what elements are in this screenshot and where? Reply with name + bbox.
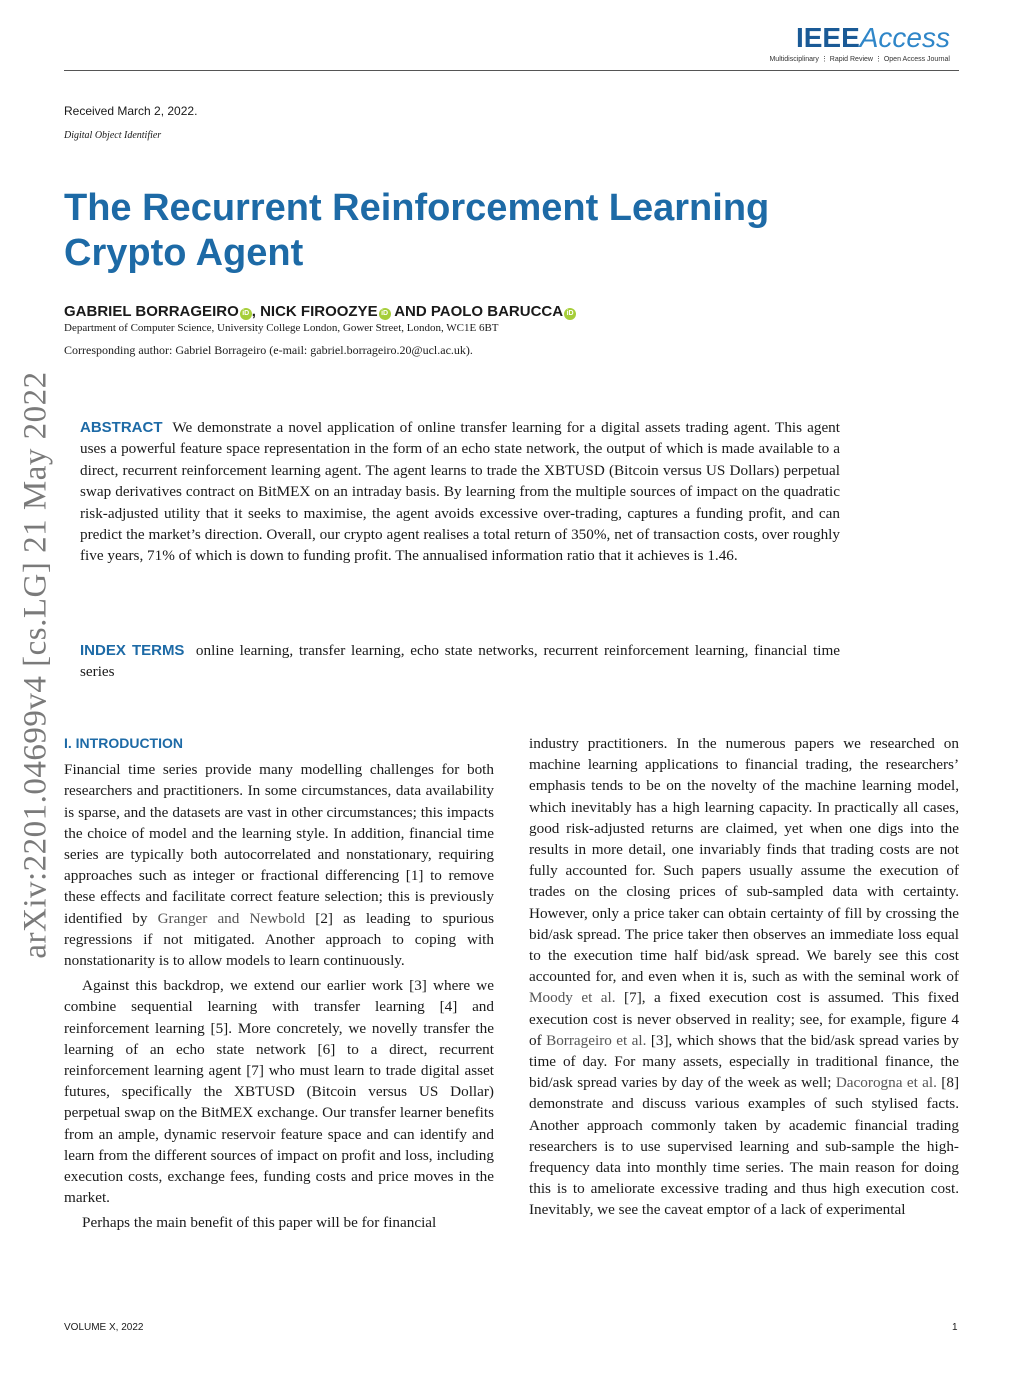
logo-tagline: Multidisciplinary ⋮ Rapid Review ⋮ Open Access Journal	[769, 56, 950, 63]
journal-logo	[769, 22, 950, 63]
column-right	[529, 733, 959, 1221]
index-terms-text: online learning, transfer learning, echo state networks, recurrent reinforcement learning, financial time series	[80, 642, 841, 681]
arxiv-stamp	[16, 345, 56, 985]
author-name: , NICK FIROOZYE	[251, 303, 378, 320]
orcid-icon[interactable]: iD	[564, 308, 576, 320]
page-number: 1	[952, 1322, 958, 1333]
paragraph	[64, 759, 494, 971]
citation-link[interactable]: Borrageiro et al.	[546, 1031, 647, 1049]
orcid-icon[interactable]: iD	[240, 308, 252, 320]
paragraph-text: [2] as leading to spurious regressions if not mitigated. Another approach to coping with nonstationarity is to allow models to learn continuously.	[64, 909, 494, 970]
doi-label: Digital Object Identifier	[64, 130, 162, 141]
index-terms	[80, 640, 840, 683]
corresponding-author: Corresponding author: Gabriel Borrageiro (e-mail: gabriel.borrageiro.20@ucl.ac.uk).	[64, 343, 473, 357]
paragraph-text: [8] demonstrate and discuss various examples of such stylised facts. Another approach commonly taken by academic financial trading researchers is to use supervised learning and sub-sample the high-frequency data into monthly time series. The main reason for doing this is to ameliorate excessive trading and thus high execution cost. Inevitably, we see the caveat emptor of a lack of experimental	[529, 1074, 959, 1219]
citation-link[interactable]: Dacorogna et al.	[835, 1074, 937, 1092]
abstract	[80, 417, 840, 567]
paragraph	[529, 733, 959, 1221]
affiliation: Department of Computer Science, University College London, Gower Street, London, WC1E 6BT	[64, 322, 499, 334]
paragraph: Against this backdrop, we extend our earlier work [3] where we combine sequential learning with transfer learning [4] and reinforcement learning [5]. More concretely, we novelly transfer the learning of an echo state network [6] to a direct, recurrent reinforcement learning agent [7] who must learn to trade digital asset futures, specifically the XBTUSD (Bitcoin versus US Dollar) perpetual swap on the BitMEX exchange. Our transfer learner benefits from an ample, dynamic reservoir feature space and can identify and learn from the different sources of impact on profit and loss, including execution costs, exchange fees, funding costs and price moves in the market.	[64, 977, 494, 1207]
column-left	[64, 733, 494, 1234]
section-heading: I. INTRODUCTION	[64, 735, 183, 751]
author-name: GABRIEL BORRAGEIRO	[64, 303, 239, 320]
paragraph-text: Financial time series provide many modelling challenges for both researchers and practitioners. In some circumstances, data availability is sparse, and the datasets are vast in other circumstances; this impacts the choice of model and the learning style. In addition, financial time series are typically both autocorrelated and nonstationary, requiring approaches such as integer or fractional differencing [1] to remove these effects and facilitate correct feature selection; this is previously identified by	[64, 761, 494, 927]
logo-ieee-text: IEEE	[795, 22, 860, 53]
citation-link[interactable]: Moody et al.	[529, 989, 616, 1007]
index-terms-label: INDEX TERMS	[80, 642, 185, 659]
abstract-text: We demonstrate a novel application of online transfer learning for a digital assets trading agent. This agent uses a powerful feature space representation in the form of an echo state network, the output of which is made available to a direct, recurrent reinforcement learning agent. The agent learns to trade the XBTUSD (Bitcoin versus US Dollars) perpetual swap derivatives contract on BitMEX on an intraday basis. By learning from the multiple sources of impact on the quadratic risk-adjusted utility that it seeks to maximise, the agent avoids excessive over-trading, captures a funding profit, and can predict the market’s direction. Overall, our crypto agent realises a total return of 350%, net of transaction costs, over roughly five years, 71% of which is down to funding profit. The annualised information ratio that it achieves is 1.46.	[80, 419, 840, 565]
logo-access-text: Access	[859, 22, 950, 53]
received-date: Received March 2, 2022.	[64, 104, 198, 118]
author-name: AND PAOLO BARUCCA	[390, 303, 564, 320]
footer-volume: VOLUME X, 2022	[64, 1322, 144, 1333]
orcid-icon[interactable]: iD	[379, 308, 391, 320]
author-list	[64, 303, 576, 320]
header-divider	[64, 70, 959, 71]
abstract-label: ABSTRACT	[80, 419, 163, 436]
paragraph-text: [3], which shows that the bid/ask spread varies by time of day. For many assets, especially in traditional finance, the bid/ask spread varies by day of the week as well;	[529, 1031, 959, 1092]
citation-link[interactable]: Granger and Newbold	[157, 909, 306, 927]
arxiv-stamp-text: arXiv:2201.04699v4 [cs.LG] 21 May 2022	[17, 371, 54, 959]
paragraph: Perhaps the main benefit of this paper will be for financial	[82, 1214, 437, 1232]
paragraph-text: industry practitioners. In the numerous papers we researched on machine learning applications to financial trading, the researchers’ emphasis tends to be on the novelty of the machine learning model, which inevitably has a high learning capacity. In practically all cases, good risk-adjusted returns are claimed, yet when one digs into the results in more detail, one invariably finds that trading costs are not fully accounted for. Such papers usually assume the execution of trades on the closing prices of sub-sampled data with certainty. However, only a price taker can obtain certainty of fill by crossing the bid/ask spread. The price taker then observes an immediate loss equal to the execution time half bid/ask spread. We barely see this cost accounted for, and even when it is, such as with the seminal work of	[529, 735, 959, 986]
paper-title: The Recurrent Reinforcement Learning Crypto Agent	[64, 187, 770, 274]
paragraph-text: [7], a fixed execution cost is assumed. This fixed execution cost is never observed in reality; see, for example, figure 4 of	[529, 989, 959, 1049]
